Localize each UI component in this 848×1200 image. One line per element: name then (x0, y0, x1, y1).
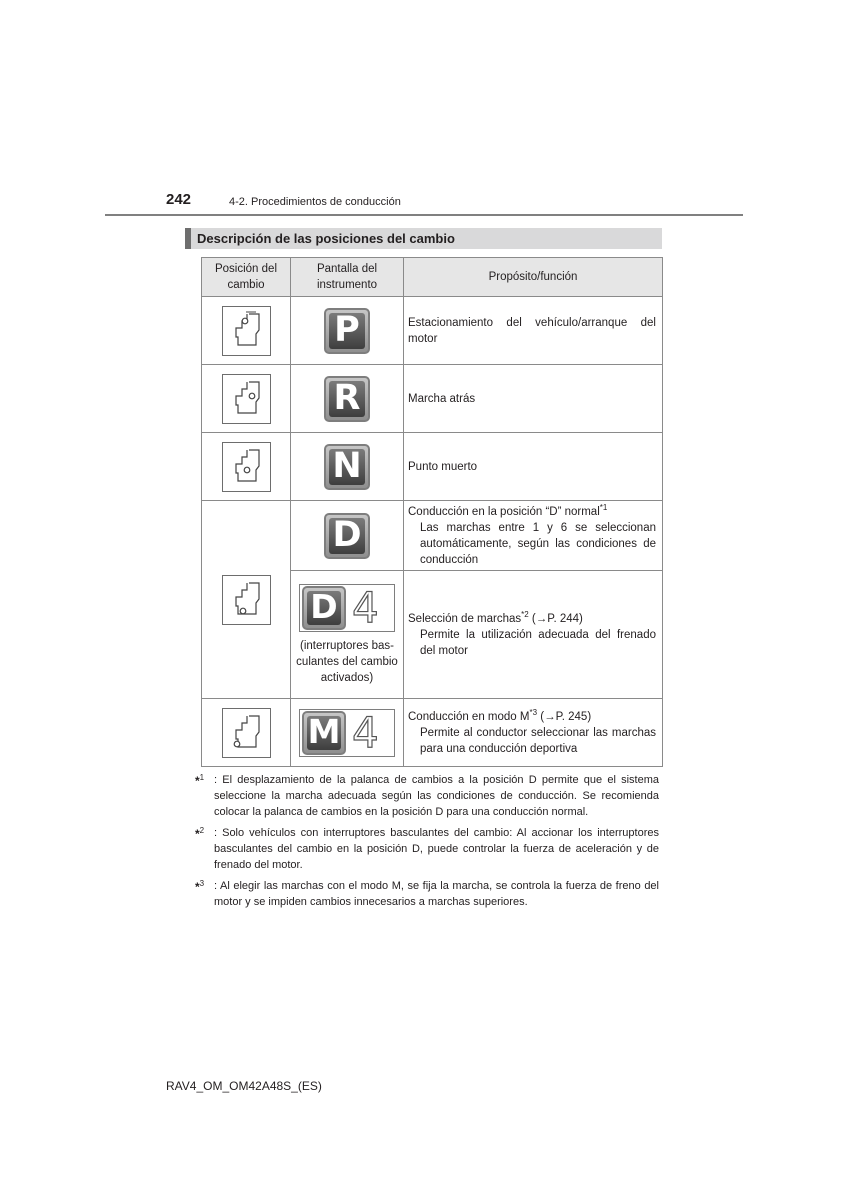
instrument-display-cell (291, 433, 404, 501)
purpose-cell (404, 699, 663, 767)
purpose-cell (404, 433, 663, 501)
p-indicator-icon: P (324, 308, 370, 354)
footnote-mark: *$^3$ (195, 879, 205, 894)
purpose-sub-text: Permite al conductor seleccionar las marchas para una conducción deportiva (420, 726, 656, 755)
section-title: Descripción de las posiciones del cambio (197, 231, 455, 246)
table-row (202, 365, 663, 433)
shift-position-cell (202, 699, 291, 767)
page-reference: (→P. 245) (540, 710, 592, 723)
footnote-ref: *1 (599, 502, 608, 512)
purpose-cell (404, 571, 663, 699)
shift-position-cell (202, 297, 291, 365)
header-rule (105, 214, 743, 216)
footnote (195, 772, 659, 820)
purpose-main-text: Conducción en modo M (408, 710, 530, 723)
footnote-ref: *2 (521, 609, 529, 619)
r-indicator-icon: R (324, 376, 370, 422)
purpose-cell (404, 501, 663, 571)
column-header: Propósito/función (404, 258, 663, 297)
table-row (202, 297, 663, 365)
footnote-text: : Al elegir las marchas con el modo M, se fija la marcha, se controla la fuerza de freno del motor y se impiden cambios innecesarios a marchas superiores. (214, 880, 659, 908)
table-row (202, 699, 663, 767)
n-indicator-icon: N (324, 444, 370, 490)
page-number: 242 (166, 191, 192, 208)
section-title-bar (185, 228, 662, 249)
table-header-row (202, 258, 663, 297)
purpose-text: Marcha atrás (408, 392, 476, 405)
shift-gate-n-icon (222, 442, 271, 492)
shift-position-cell (202, 365, 291, 433)
instrument-display-cell (291, 365, 404, 433)
instrument-display-cell (291, 571, 404, 699)
instrument-display-cell (291, 297, 404, 365)
shift-position-cell (202, 433, 291, 501)
column-header: Pantalla del instrumento (291, 258, 404, 297)
table-row (202, 433, 663, 501)
instrument-display-cell (291, 501, 404, 571)
footnote (195, 878, 659, 910)
footnote-mark: *$^2$ (195, 826, 205, 841)
title-accent (185, 228, 191, 249)
footnotes (195, 772, 659, 915)
document-code: RAV4_OM_OM42A48S_(ES) (166, 1079, 322, 1093)
page-reference: (→P. 244) (531, 612, 583, 625)
d4-indicator-icon: D 4 (299, 584, 395, 632)
footnote-text: : El desplazamiento de la palanca de cambios a la posición D permite que el sistema seleccione la marcha adecuada según las condiciones de conducción. Se recomienda colocar la palanca de cambios en la posición D para una conducción normal. (214, 774, 659, 818)
shift-gate-p-icon (222, 306, 271, 356)
purpose-cell (404, 297, 663, 365)
purpose-cell (404, 365, 663, 433)
column-header: Posición del cambio (202, 258, 291, 297)
footnote-mark: *$^1$ (195, 773, 205, 788)
shift-gate-r-icon (222, 374, 271, 424)
shift-position-cell (202, 501, 291, 699)
purpose-sub-text: Las marchas entre 1 y 6 se seleccionan automáticamente, según las condiciones de conducción (420, 521, 656, 566)
section-header: 4-2. Procedimientos de conducción (229, 196, 401, 208)
shift-positions-table (201, 257, 663, 767)
purpose-main-text: Conducción en la posición “D” normal (408, 505, 600, 518)
footnote (195, 825, 659, 873)
d-indicator-icon: D (324, 513, 370, 559)
purpose-text: Estacionamiento del vehículo/arranque del motor (408, 316, 656, 345)
footnote-ref: *3 (529, 707, 538, 717)
footnote-text: : Solo vehículos con interruptores basculantes del cambio: Al accionar los interruptores basculantes del cambio en la posición D, puede controlar la fuerza de aceleración y de frenado del motor. (214, 827, 659, 871)
purpose-main-text: Selección de marchas (408, 612, 522, 625)
instrument-display-cell (291, 699, 404, 767)
shift-gate-d-icon (222, 575, 271, 625)
purpose-text: Punto muerto (408, 460, 478, 473)
indicator-caption: (interruptores bas-culantes del cambio activados) (296, 639, 398, 684)
m4-indicator-icon: M 4 (299, 709, 395, 757)
table-row (202, 501, 663, 571)
purpose-sub-text: Permite la utilización adecuada del frenado del motor (420, 628, 656, 657)
shift-gate-m-icon (222, 708, 271, 758)
